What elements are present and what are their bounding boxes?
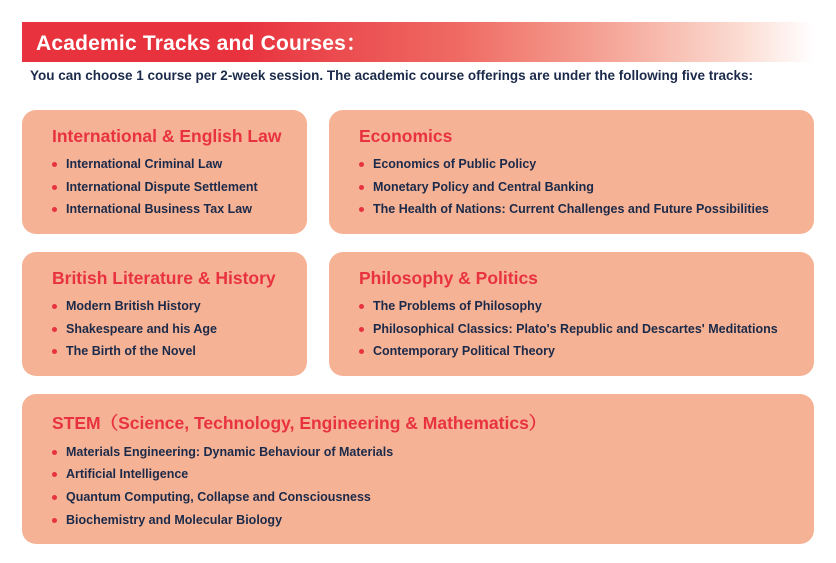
bullet-icon	[52, 349, 57, 354]
course-label: The Birth of the Novel	[66, 344, 196, 359]
bullet-icon	[52, 495, 57, 500]
bullet-icon	[52, 450, 57, 455]
tracks-row-3	[22, 394, 814, 545]
track-title: British Literature & History	[52, 267, 276, 288]
intro-text: You can choose 1 course per 2-week session. The academic course offerings are under the following five tracks:	[30, 68, 753, 83]
course-label: Artificial Intelligence	[66, 467, 189, 482]
page-title: Academic Tracks and Courses：	[36, 32, 368, 55]
course-label: International Business Tax Law	[66, 202, 252, 217]
course-list	[40, 445, 796, 529]
bullet-icon	[359, 207, 364, 212]
course-label: Materials Engineering: Dynamic Behaviour of Materials	[66, 444, 394, 459]
bullet-icon	[359, 349, 364, 354]
header-banner	[22, 22, 814, 62]
tracks-row-1	[22, 110, 814, 234]
course-item	[52, 202, 289, 218]
course-item	[52, 344, 289, 360]
track-card-british-literature-history	[22, 252, 307, 376]
course-item	[52, 490, 796, 506]
bullet-icon	[359, 327, 364, 332]
course-item	[359, 344, 796, 360]
course-item	[52, 180, 289, 196]
course-label: Modern British History	[66, 298, 201, 313]
course-label: Shakespeare and his Age	[66, 321, 217, 336]
course-label: The Health of Nations: Current Challenges and Future Possibilities	[373, 202, 769, 217]
track-card-philosophy-politics	[329, 252, 814, 376]
course-label: Quantum Computing, Collapse and Consciousness	[66, 490, 371, 504]
tracks-row-2	[22, 252, 814, 376]
track-card-international-english-law	[22, 110, 307, 234]
track-title: International & English Law	[52, 126, 282, 146]
course-label: The Problems of Philosophy	[373, 298, 542, 313]
track-title: STEM（Science, Technology, Engineering & Mathematics）	[52, 412, 547, 433]
bullet-icon	[359, 185, 364, 190]
track-title: Economics	[359, 126, 453, 146]
course-list	[40, 157, 289, 218]
tracks-grid	[22, 110, 814, 562]
bullet-icon	[52, 162, 57, 167]
bullet-icon	[52, 518, 57, 523]
course-label: Economics of Public Policy	[373, 157, 537, 171]
bullet-icon	[52, 327, 57, 332]
bullet-icon	[52, 207, 57, 212]
track-title: Philosophy & Politics	[359, 267, 538, 288]
course-label: Contemporary Political Theory	[373, 344, 555, 359]
course-item	[52, 322, 289, 338]
course-label: Monetary Policy and Central Banking	[373, 179, 594, 194]
course-item	[359, 202, 796, 218]
bullet-icon	[359, 162, 364, 167]
course-item	[52, 299, 289, 315]
course-label: Biochemistry and Molecular Biology	[66, 512, 283, 527]
bullet-icon	[52, 185, 57, 190]
track-card-stem	[22, 394, 814, 545]
course-item	[359, 157, 796, 173]
course-list	[347, 157, 796, 218]
bullet-icon	[359, 304, 364, 309]
course-item	[359, 322, 796, 338]
course-list	[347, 299, 796, 360]
course-item	[359, 180, 796, 196]
course-item	[52, 513, 796, 529]
course-label: Philosophical Classics: Plato's Republic and Descartes' Meditations	[373, 321, 778, 336]
course-item	[359, 299, 796, 315]
course-item	[52, 467, 796, 483]
course-item	[52, 445, 796, 461]
track-card-economics	[329, 110, 814, 234]
course-item	[52, 157, 289, 173]
course-label: International Dispute Settlement	[66, 179, 258, 194]
bullet-icon	[52, 304, 57, 309]
bullet-icon	[52, 472, 57, 477]
course-list	[40, 299, 289, 360]
course-label: International Criminal Law	[66, 157, 223, 171]
